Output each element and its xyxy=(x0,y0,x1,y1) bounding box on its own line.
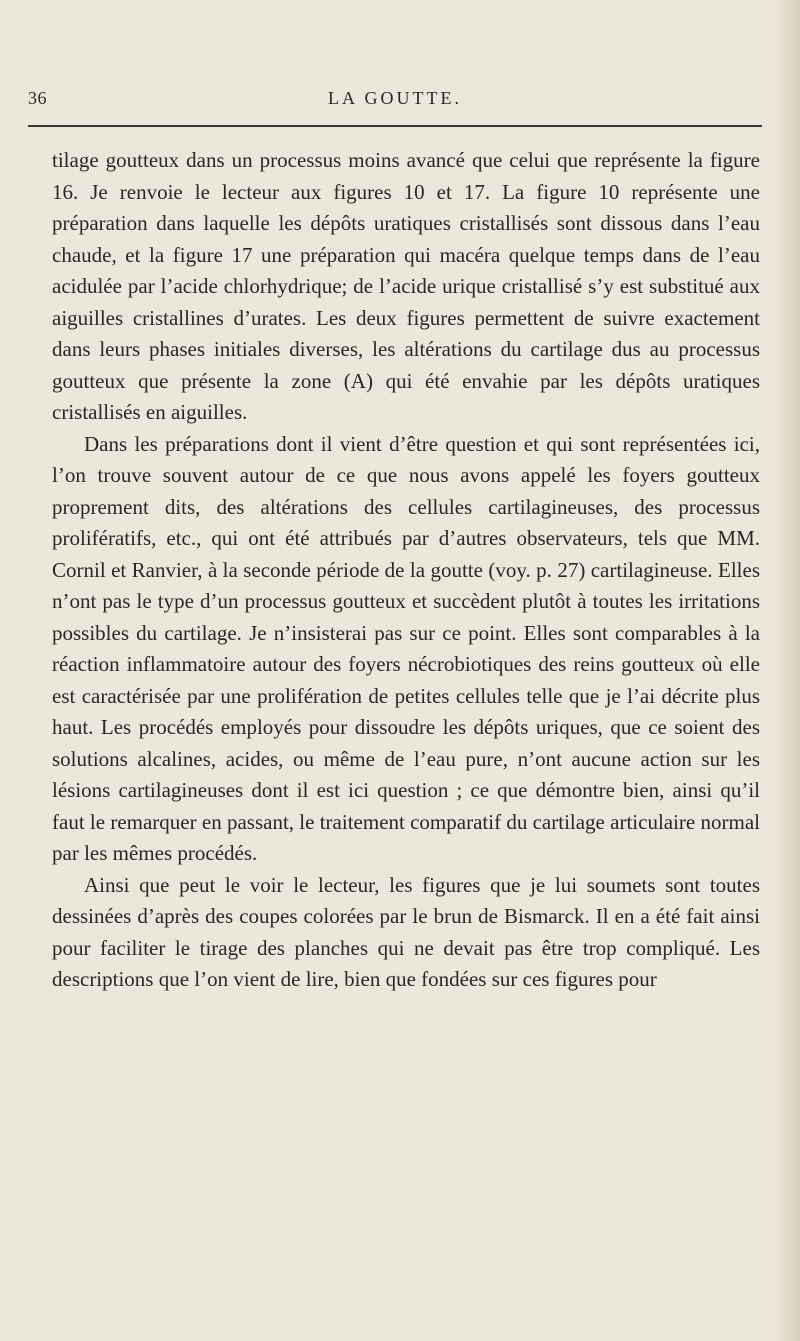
paragraph-1: tilage goutteux dans un processus moins avancé que celui que représente la figure 16. Je renvoie le lecteur aux figures 10 et 17. La figure 10 représente une préparation dans laquelle les dépôts uratiques cristallisés sont dissous dans l’eau chaude, et la figure 17 une préparation qui macéra quelque temps dans de l’eau acidulée par l’acide chlorhydrique; de l’acide urique cristallisé s’y est substitué aux aiguilles cristallines d’urates. Les deux figures permettent de suivre exactement dans leurs phases initiales diverses, les altérations du cartilage dus au processus goutteux que présente la zone (A) qui été envahie par les dépôts uratiques cristallisés en aiguilles. xyxy=(52,148,760,424)
paragraph-3: Ainsi que peut le voir le lecteur, les figures que je lui soumets sont toutes dessinées d’après des coupes colorées par le brun de Bismarck. Il en a été fait ainsi pour faciliter le tirage des planches qui ne devait pas être trop compliqué. Les descriptions que l’on vient de lire, bien que fondées sur ces figures pour xyxy=(52,872,760,991)
page-edge-shadow xyxy=(774,0,800,1341)
page-header xyxy=(28,84,762,114)
body-text xyxy=(52,145,760,996)
running-title: LA GOUTTE. xyxy=(328,88,462,108)
header-rule xyxy=(28,125,762,127)
paragraph-2: Dans les préparations dont il vient d’être question et qui sont représentées ici, l’on trouve souvent autour de ce que nous avons appelé les foyers goutteux proprement dits, des altérations des cellules cartilagineuses, des processus prolifératifs, etc., qui ont été attribués par d’autres observateurs, tels que MM. Cornil et Ranvier, à la seconde période de la goutte (voy. p. 27) cartilagineuse. Elles n’ont pas le type d’un processus goutteux et succèdent plutôt à toutes les irritations possibles du cartilage. Je n’insisterai pas sur ce point. Elles sont comparables à la réaction inflammatoire autour des foyers nécrobiotiques des reins goutteux où elle est caractérisée par une prolifération de petites cellules telle que je l’ai décrite plus haut. Les procédés employés pour dissoudre les dépôts uriques, que ce soient des solutions alcalines, acides, ou même de l’eau pure, n’ont aucune action sur les lésions cartilagineuses dont il est ici question ; ce que démontre bien, ainsi qu’il faut le remarquer en passant, le traitement comparatif du cartilage articulaire normal par les mêmes procédés. xyxy=(52,431,760,865)
page-number: 36 xyxy=(28,88,47,108)
